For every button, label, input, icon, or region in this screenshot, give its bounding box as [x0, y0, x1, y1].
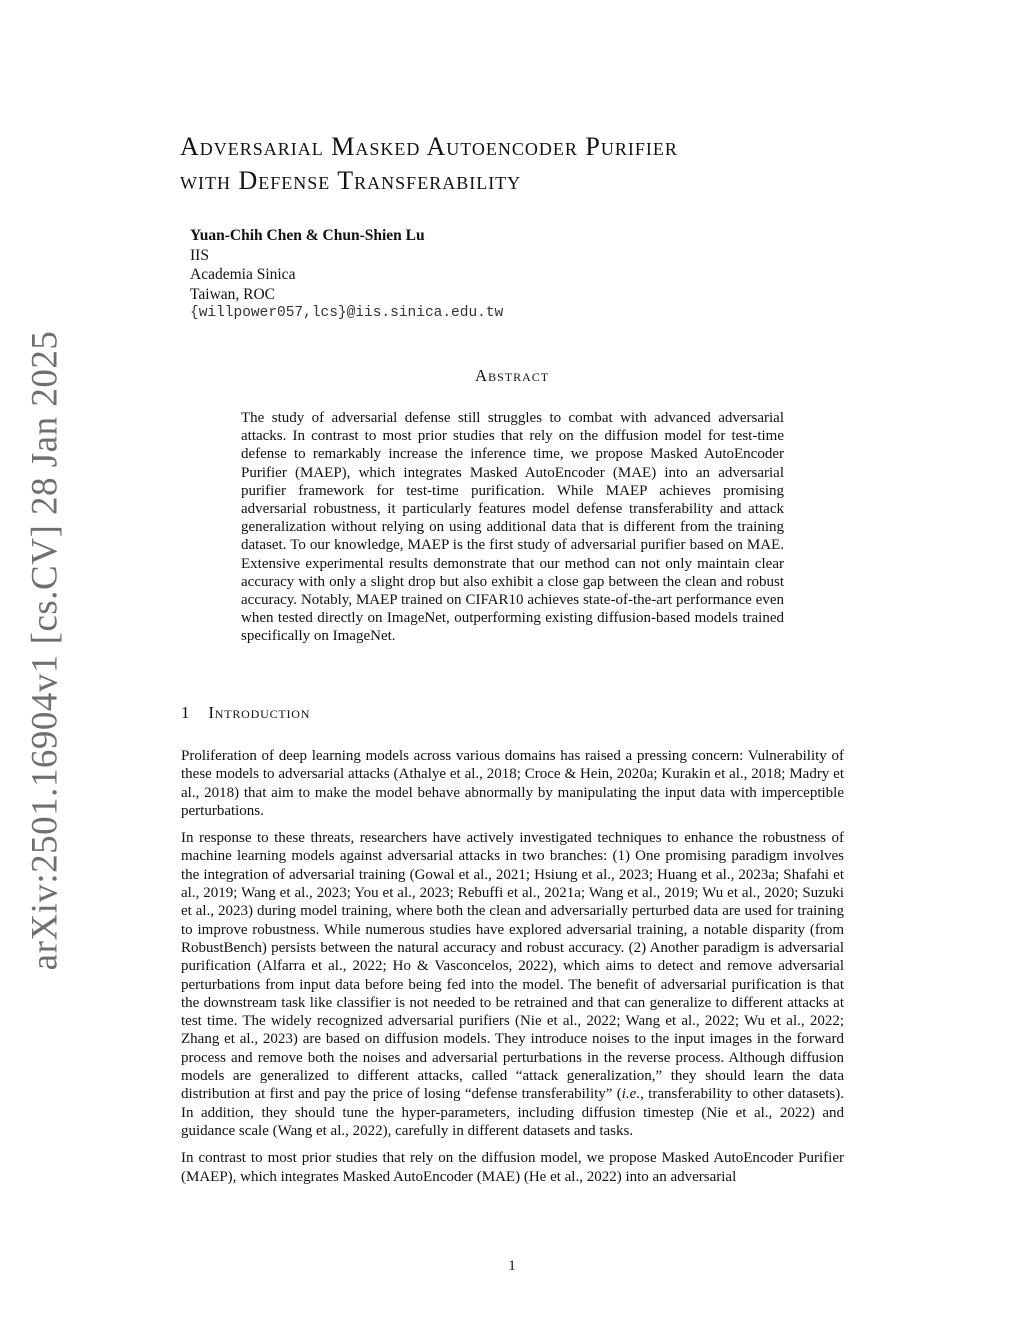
page-number: 1 [508, 1258, 516, 1274]
author-institution: Academia Sinica [190, 266, 296, 283]
abstract-text: The study of adversarial defense still struggles to combat with advanced adversarial attacks. In contrast to most prior studies that rely on the diffusion model for test-time defense to remarkably increase the inference time, we propose Masked AutoEncoder Purifier (MAEP), which integrates Masked AutoEncoder (MAE) into an adversarial purifier framework for test-time purification. While MAEP achieves promising adversarial robustness, it particularly features model defense transferability and attack generalization without relying on using additional data that is different from the training dataset. To our knowledge, MAEP is the first study of adversarial purifier based on MAE. Extensive experimental results demonstrate that our method can not only maintain clear accuracy with only a slight drop but also exhibit a close gap between the clean and robust accuracy. Notably, MAEP trained on CIFAR10 achieves state-of-the-art performance even when tested directly on ImageNet, outperforming existing diffusion-based models trained specifically on ImageNet. [241, 410, 784, 645]
paragraph-2 [181, 829, 844, 1140]
paragraph-2-part-2: , transferability to other datasets). In addition, they should tune the hyper-parameters, including diffusion timestep (Nie et al., 2022) and guidance scale (Wang et al., 2022), carefully in different datasets and tasks. [181, 1086, 844, 1139]
paragraph-2-part-1: In response to these threats, researchers have actively investigated techniques to enhance the robustness of machine learning models against adversarial attacks in two branches: (1) One promising paradigm involves the integration of adversarial training (Gowal et al., 2021; Hsiung et al., 2023; Huang et al., 2023a; Shafahi et al., 2019; Wang et al., 2023; You et al., 2023; Rebuffi et al., 2021a; Wang et al., 2019; Wu et al., 2020; Suzuki et al., 2023) during model training, where both the clean and adversarially perturbed data are used for training to improve robustness. While numerous studies have explored adversarial training, a notable disparity (from RobustBench) persists between the natural accuracy and robust accuracy. (2) Another paradigm is adversarial purification (Alfarra et al., 2022; Ho & Vasconcelos, 2022), which aims to detect and remove adversarial perturbations from input data before being fed into the model. The benefit of adversarial purification is that the downstream task like classifier is not needed to be retrained and that can generalize to different attacks at test time. The widely recognized adversarial purifiers (Nie et al., 2022; Wang et al., 2022; Wu et al., 2022; Zhang et al., 2023) are based on diffusion models. They introduce noises to the input images in the forward process and remove both the noises and adversarial perturbations in the reverse process. Although diffusion models are generalized to different attacks, called “attack generalization,” they should learn the data distribution at first and pay the price of losing “defense transferability” ( [181, 830, 844, 1103]
author-block [190, 226, 503, 324]
paragraph-1: Proliferation of deep learning models across various domains has raised a pressing concern: Vulnerability of these models to adversarial attacks (Athalye et al., 2018; Croce & Hein, 2020a; Kurakin et al., 2018; Madry et al., 2018) that aim to make the model behave abnormally by manipulating the input data with imperceptible perturbations. [181, 748, 844, 819]
author-location: Taiwan, ROC [190, 285, 276, 303]
arxiv-identifier: arXiv:2501.16904v1 [cs.CV] 28 Jan 2025 [24, 330, 66, 970]
title-line-2: with Defense Transferability [180, 166, 522, 195]
section-heading-introduction [181, 703, 310, 723]
author-department: IIS [190, 246, 209, 264]
section-number: 1 [181, 703, 191, 722]
section-title: Introduction [208, 703, 311, 722]
paragraph-2-ie: i.e. [621, 1086, 641, 1103]
abstract-heading: Abstract [474, 366, 550, 385]
title-line-1: Adversarial Masked Autoencoder Purifier [180, 132, 678, 161]
author-names: Yuan-Chih Chen & Chun-Shien Lu [190, 227, 425, 244]
arxiv-sidebar-stamp [20, 330, 70, 970]
author-email: {willpower057,lcs}@iis.sinica.edu.tw [190, 305, 504, 321]
paragraph-3: In contrast to most prior studies that rely on the diffusion model, we propose Masked AutoEncoder Purifier (MAEP), which integrates Masked AutoEncoder (MAE) (He et al., 2022) into an adversarial [181, 1150, 844, 1185]
introduction-body [181, 747, 844, 1195]
paper-title [180, 130, 860, 198]
